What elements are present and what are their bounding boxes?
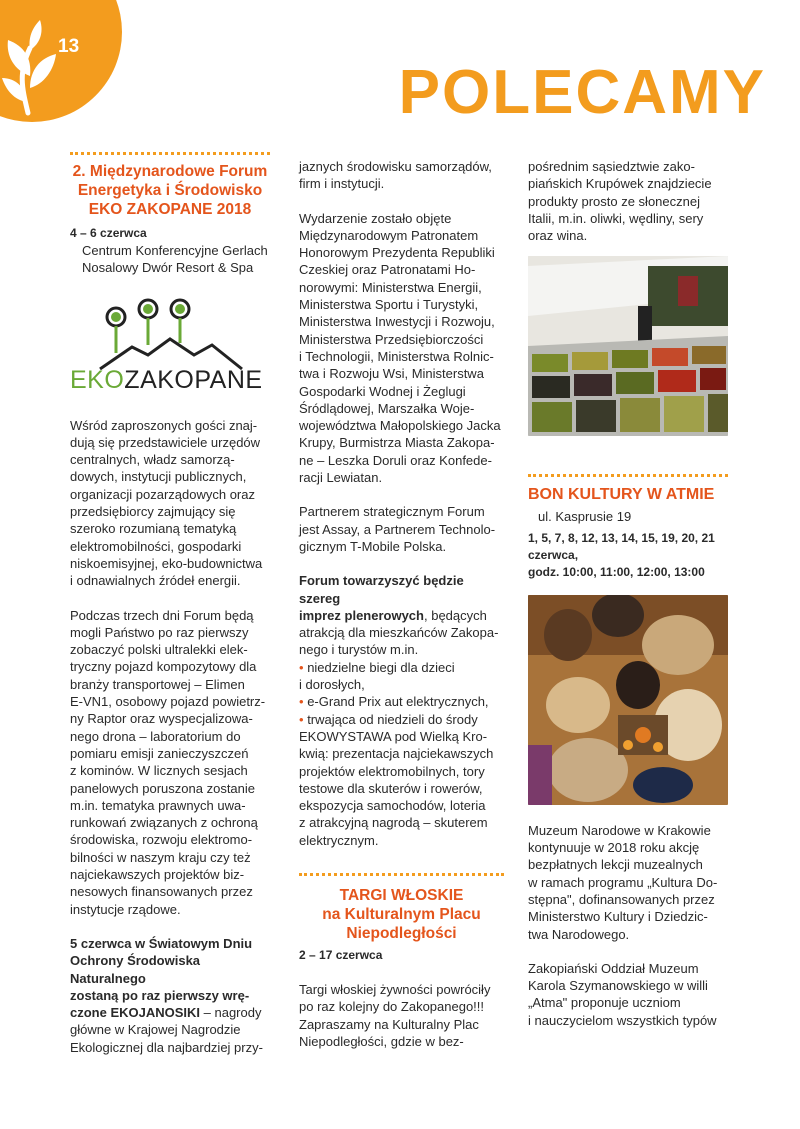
- event-venue: Nosalowy Dwór Resort & Spa: [82, 260, 254, 276]
- event-title-line: Niepodległości: [346, 924, 457, 942]
- bullet-icon: •: [299, 694, 304, 710]
- event-title-line: TARGI WŁOSKIE: [339, 886, 464, 904]
- column-1: [70, 152, 270, 1056]
- list-item: • e-Grand Prix aut elektrycznych,: [299, 694, 489, 710]
- paragraph: Zakopiański Oddział Muzeum Karola Szymanowskiego w willi „Atma" proponuje uczniom i nauczycielom wszystkich typów: [528, 960, 717, 1028]
- list-item: • niedzielne biegi dla dzieci: [299, 659, 455, 675]
- event-title: BON KULTURY W ATMIE: [528, 486, 715, 504]
- paragraph: Partnerem strategicznym Forum jest Assay, a Partnerem Technolo- gicznym T-Mobile Polska.: [299, 504, 496, 554]
- paragraph: 5 czerwca w Światowym Dniu Ochrony Środowiska Naturalnego zostaną po raz pierwszy wrę- czone EKOJANOSIKI – nagrody główne w Krajowej Nagrodzie Ekologicznej dla najbardziej przy-: [70, 935, 263, 1055]
- event-dates: 2 – 17 czerwca: [299, 947, 383, 962]
- children-workshop-photo: [528, 595, 728, 805]
- paragraph: Forum towarzyszyć będzie szereg imprez plenerowych, będących atrakcją dla mieszkańców Zakopa- nego i turystów m.in. • niedzielne biegi dla dzieci i dorosłych, • e-Grand Prix aut elektrycznych, • trwająca od niedzieli do środy EKOWYSTAWA pod Wielką Kro- kwią: prezentacja najciekawszych projektów elektromobilnych, tory testowe dla skuterów i rowerów, ekspozycja samochodów, loteria z atrakcyjną nagrodą – skuterem elektrycznym.: [299, 572, 504, 849]
- event-title-line: 2. Międzynarodowe Forum: [72, 163, 268, 180]
- logo-wordmark: EKOZAKOPANE: [70, 365, 263, 394]
- paragraph: Targi włoskiej żywności powróciły po raz kolejny do Zakopanego!!! Zapraszamy na Kulturalny Plac Niepodległości, gdzie w bez-: [299, 981, 491, 1049]
- bullet-icon: •: [299, 659, 304, 675]
- paragraph: Podczas trzech dni Forum będą mogli Państwo po raz pierwszy zobaczyć polski ultralekki elek- tryczny pojazd kompozytowy dla branży transportowej – Elimen E-VN1, osobowy pojazd powietrz- ny Raptor oraz wyspecjalizowa- nego drona – laboratorium do pomiaru emisji zanieczyszczeń z kominów. W licznych sesjach panelowych poruszona zostanie m.in. tematyka prawnych uwa- runkowań związanych z ochroną środowiska, rozwoju elektromo- bilności w naszym kraju czy też najciekawszych projektów biz- nesowych finansowanych przez instytucje rządowe.: [70, 607, 266, 917]
- dotted-divider: [528, 474, 728, 477]
- section-title: POLECAMY: [398, 58, 766, 127]
- event-dates: 4 – 6 czerwca: [70, 226, 147, 240]
- paragraph: pośrednim sąsiedztwie zako- piańskich Krupówek znajdziecie produkty prosto ze słonecznej Italii, m.in. oliwki, wędliny, sery oraz wina.: [528, 159, 712, 244]
- paragraph: Muzeum Narodowe w Krakowie kontynuuje w 2018 roku akcję bezpłatnych lekcji muzealnych w ramach programu „Kultura Do- stępna", dofinansowanych przez Ministerstwo Kultury i Dziedzic- twa Narodowego.: [528, 822, 718, 942]
- bullet-icon: •: [299, 711, 304, 727]
- event-address: ul. Kasprusie 19: [538, 509, 632, 525]
- paragraph: jaznych środowisku samorządów, firm i instytucji.: [299, 159, 492, 192]
- dotted-divider: [70, 152, 270, 155]
- list-item: • trwająca od niedzieli do środy: [299, 711, 478, 727]
- ekozakopane-logo: [70, 295, 270, 395]
- event-hours: godz. 10:00, 11:00, 12:00, 13:00: [528, 564, 705, 579]
- event-title-line: Energetyka i Środowisko: [77, 182, 263, 199]
- event-dates: 1, 5, 7, 8, 12, 13, 14, 15, 19, 20, 21: [528, 530, 715, 545]
- page-number: 13: [58, 36, 80, 57]
- column-2: [299, 152, 504, 1050]
- event-title-line: EKO ZAKOPANE 2018: [88, 201, 252, 218]
- mountain-pin-icon: [70, 295, 270, 375]
- event-dates: czerwca,: [528, 547, 579, 562]
- event-title-line: na Kulturalnym Placu: [322, 905, 481, 923]
- dotted-divider: [299, 873, 504, 876]
- wheat-leaf-icon: [0, 18, 60, 118]
- paragraph: Wśród zaproszonych gości znaj- dują się przedstawiciele urzędów centralnych, władz samorzą- dowych, instytucji publicznych, organizacji pozarządowych oraz przedsiębiorcy zajmujący się szeroko rozumianą tematyką elektromobilności, gospodarki niskoemisyjnej, eko-budownictwa i odnawialnych źródeł energii.: [70, 417, 263, 589]
- market-photo: [528, 256, 728, 436]
- column-3: [528, 152, 728, 1029]
- paragraph: Wydarzenie zostało objęte Międzynarodowym Patronatem Honorowym Prezydenta Republiki Czeskiej oraz Patronatami Ho- norowymi: Ministerstwa Energii, Ministerstwa Sportu i Turystyki, Ministerstwa Inwestycji i Rozwoju, Ministerstwa Przedsiębiorczości i Technologii, Ministerstwa Rolnic- twa i Rozwoju Wsi, Ministerstwa Gospodarki Wodnej i Żeglugi Śródlądowej, Marszałka Woje- województwa Małopolskiego Jacka Krupy, Burmistrza Miasta Zakopa- ne – Leszka Doruli oraz Konfede- racji Lewiatan.: [299, 210, 501, 486]
- event-venue: Centrum Konferencyjne Gerlach: [82, 243, 268, 258]
